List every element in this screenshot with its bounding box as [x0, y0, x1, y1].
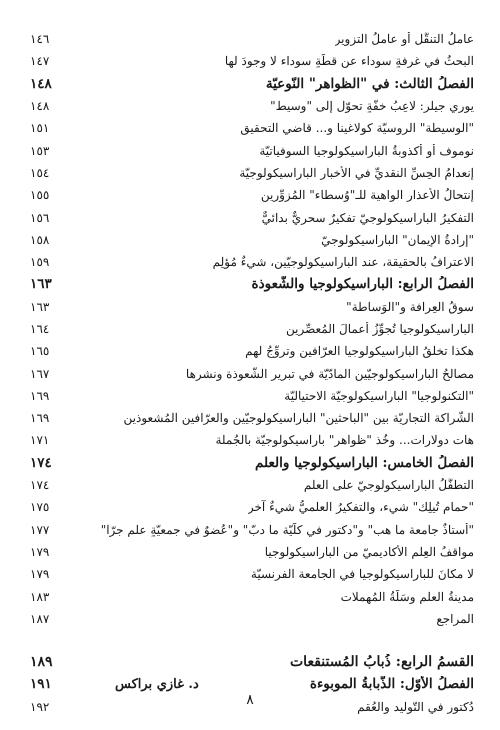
toc-page-number: ١٤٧: [30, 54, 50, 69]
toc-entry-title: "الوسيطة" الروسيّة كولاغينا و... قاضي التحقيق: [240, 121, 474, 136]
toc-entry: [30, 340, 474, 362]
toc-entry: [30, 496, 474, 518]
toc-entry-title: الفصلُ الأوّل: الذّبابةُ الموبوءة: [309, 676, 474, 693]
toc-entry: [30, 184, 474, 206]
toc-entry: [30, 296, 474, 318]
toc-entry-title: القسمُ الرابع: ذُبابُ المُستنقعات: [290, 654, 474, 671]
toc-entry-title: الشّراكة التجاريّة بين "الباحثين" الباراسيكولوجيّين والعرّافين المُشعوذين: [123, 411, 474, 426]
toc-entry-title: مصالحُ الباراسيكولوجيّين المادّيّة في تبرير الشّعوذة ونشرها: [185, 366, 474, 381]
toc-page-number: ١٦٩: [30, 388, 50, 403]
toc-entry: [30, 385, 474, 407]
toc-page-number: ١٦٣: [30, 276, 52, 293]
toc-page-number: ١٥١: [30, 121, 50, 136]
toc-entry: [30, 407, 474, 429]
toc-page-number: ١٥٩: [30, 255, 50, 270]
toc-entry-title: التفكيرُ الباراسيكولوجيّ تفكيرٌ سحريٌّ بدائيٌّ: [261, 210, 474, 225]
toc-page-number: ١٦٤: [30, 322, 50, 336]
toc-entry-title: إنعدامُ الحِسِّ النقديِّ في الأخبار الباراسيكولوجيّة: [239, 165, 474, 180]
toc-page-number: ١٨٩: [30, 654, 53, 671]
toc-entry-title: الاعترافُ بالحقيقة، عند الباراسيكولوجيّين، شيءٌ مُؤلِم: [212, 255, 474, 270]
toc-entry-title: إنتحالُ الأعذارِ الواهية للـ"وُسطاء" المُزوِّرين: [260, 188, 474, 203]
toc-chapter-heading: [30, 273, 474, 295]
toc-page-number: ١٥٣: [30, 143, 50, 158]
toc-entry-title: هكذا تخلقُ الباراسيكولوجيا العرّافين وتروِّجُ لهم: [245, 344, 474, 359]
toc-page-number: ١٧٧: [30, 522, 50, 537]
toc-part-heading: [30, 651, 474, 673]
toc-page-number: ١٦٣: [30, 299, 50, 314]
toc-entry: [30, 608, 474, 630]
toc-entry: [30, 229, 474, 251]
toc-entry: [30, 362, 474, 384]
toc-entry: [30, 251, 474, 273]
toc-entry-title: "إرادةُ الإيمان" الباراسيكولوجيّ: [321, 232, 474, 247]
toc-page-number: ١٥٤: [30, 165, 50, 180]
toc-page-number: ١٥٥: [30, 188, 50, 203]
section-gap: [30, 630, 474, 651]
toc-page-number: ١٦٧: [30, 366, 50, 381]
toc-entry-title: التطفُّلُ الباراسيكولوجيّ على العلم: [303, 478, 474, 493]
toc-entry-title: الفصلُ الثالث: في "الظواهر" النّوعيّة: [265, 75, 474, 92]
toc-entry-title: البحثُ في غرفةٍ سوداء عن قطّةٍ سوداء لا وجودَ لها: [224, 54, 474, 69]
toc-entry: [30, 563, 474, 585]
toc-entry-title: مواقفُ العِلم الأكاديميّ من الباراسيكولوجيا: [264, 544, 474, 559]
toc-entry-title: يوري جيلر: لاعِبُ خفّةٍ تحوّل إلى "وسيط": [270, 99, 474, 114]
toc-entry-title: مدينةُ العلم وسَلّةُ المُهملات: [340, 589, 474, 604]
toc-entry-title: سوقُ العِرافة و"الوَساطة": [346, 299, 474, 314]
toc-entry: [30, 139, 474, 161]
toc-entry: [30, 318, 474, 340]
toc-entry: [30, 50, 474, 72]
toc-entry-title: الباراسيكولوجيا تُجوِّزُ أعمالَ المُعصِّرين: [286, 322, 474, 336]
toc-entry: [30, 162, 474, 184]
toc-page-number: ١٧١: [30, 433, 50, 448]
toc-entry-title: المراجع: [436, 611, 474, 626]
toc-entry-title: هات دولارات... وخُذ "ظواهر" باراسيكولوجيّة بالجُملة: [215, 433, 474, 448]
toc-page-number: ١٩٢: [30, 699, 50, 714]
toc-entry-title: دُكتور في التّوليد والعُقم: [357, 699, 474, 714]
toc-page-number: ١٩١: [30, 676, 52, 693]
toc-entry-title: "التكنولوجيا" الباراسيكولوجيّة الاحتياليّة: [284, 388, 474, 403]
table-of-contents: [30, 28, 474, 718]
toc-entry: [30, 95, 474, 117]
toc-entry: [30, 519, 474, 541]
toc-entry: [30, 28, 474, 50]
toc-entry-title: نوموف أو أكذوبةُ الباراسيكولوجيا السوفياتيّة: [259, 143, 474, 158]
toc-entry: [30, 541, 474, 563]
toc-entry-title: الفصلُ الخامس: الباراسيكولوجيا والعلم: [255, 454, 474, 471]
toc-page-number: ١٧٤: [30, 454, 52, 471]
toc-page-number: ١٨٣: [30, 589, 50, 604]
toc-page-number: ١٥٨: [30, 232, 50, 247]
toc-entry-title: "أستاذٌ جامعة ما هب" و"دكتور في كلّيّة ما دبّ" و"عُضوٌ في جمعيّةٍ علمٍ جرّا": [100, 522, 474, 537]
page-number: ٨: [246, 692, 254, 708]
toc-entry-title: الفصلُ الرابع: الباراسيكولوجيا والشّعوذة: [251, 276, 474, 293]
toc-chapter-heading: [30, 73, 474, 95]
toc-entry: [30, 585, 474, 607]
toc-page-number: ١٥٦: [30, 210, 50, 225]
toc-page-number: ١٧٥: [30, 500, 50, 515]
toc-page-number: ١٧٤: [30, 478, 50, 493]
toc-author: د. غازي براكس: [115, 676, 199, 692]
toc-page-number: ١٤٨: [30, 99, 50, 114]
toc-page-number: ١٧٩: [30, 567, 50, 582]
toc-page-number: ١٤٨: [30, 75, 52, 92]
toc-entry: [30, 206, 474, 228]
toc-page-number: ١٦٩: [30, 411, 50, 426]
toc-chapter-heading: [30, 452, 474, 474]
toc-entry: [30, 117, 474, 139]
toc-page-number: ١٤٦: [30, 32, 50, 47]
toc-entry-title: لا مكانَ للباراسيكولوجيا في الجامعة الفرنسيّة: [250, 567, 474, 582]
toc-entry: [30, 474, 474, 496]
toc-entry: [30, 429, 474, 451]
toc-page-number: ١٦٥: [30, 344, 50, 359]
toc-page-number: ١٨٧: [30, 611, 50, 626]
toc-entry-title: "حمام تُيلِك" شيء، والتفكيرُ العلميُّ شيءٌ آخر: [247, 500, 474, 515]
toc-page-number: ١٧٩: [30, 544, 50, 559]
toc-entry-title: عاملُ التنقُّل أو عاملُ التزوير: [334, 32, 474, 47]
